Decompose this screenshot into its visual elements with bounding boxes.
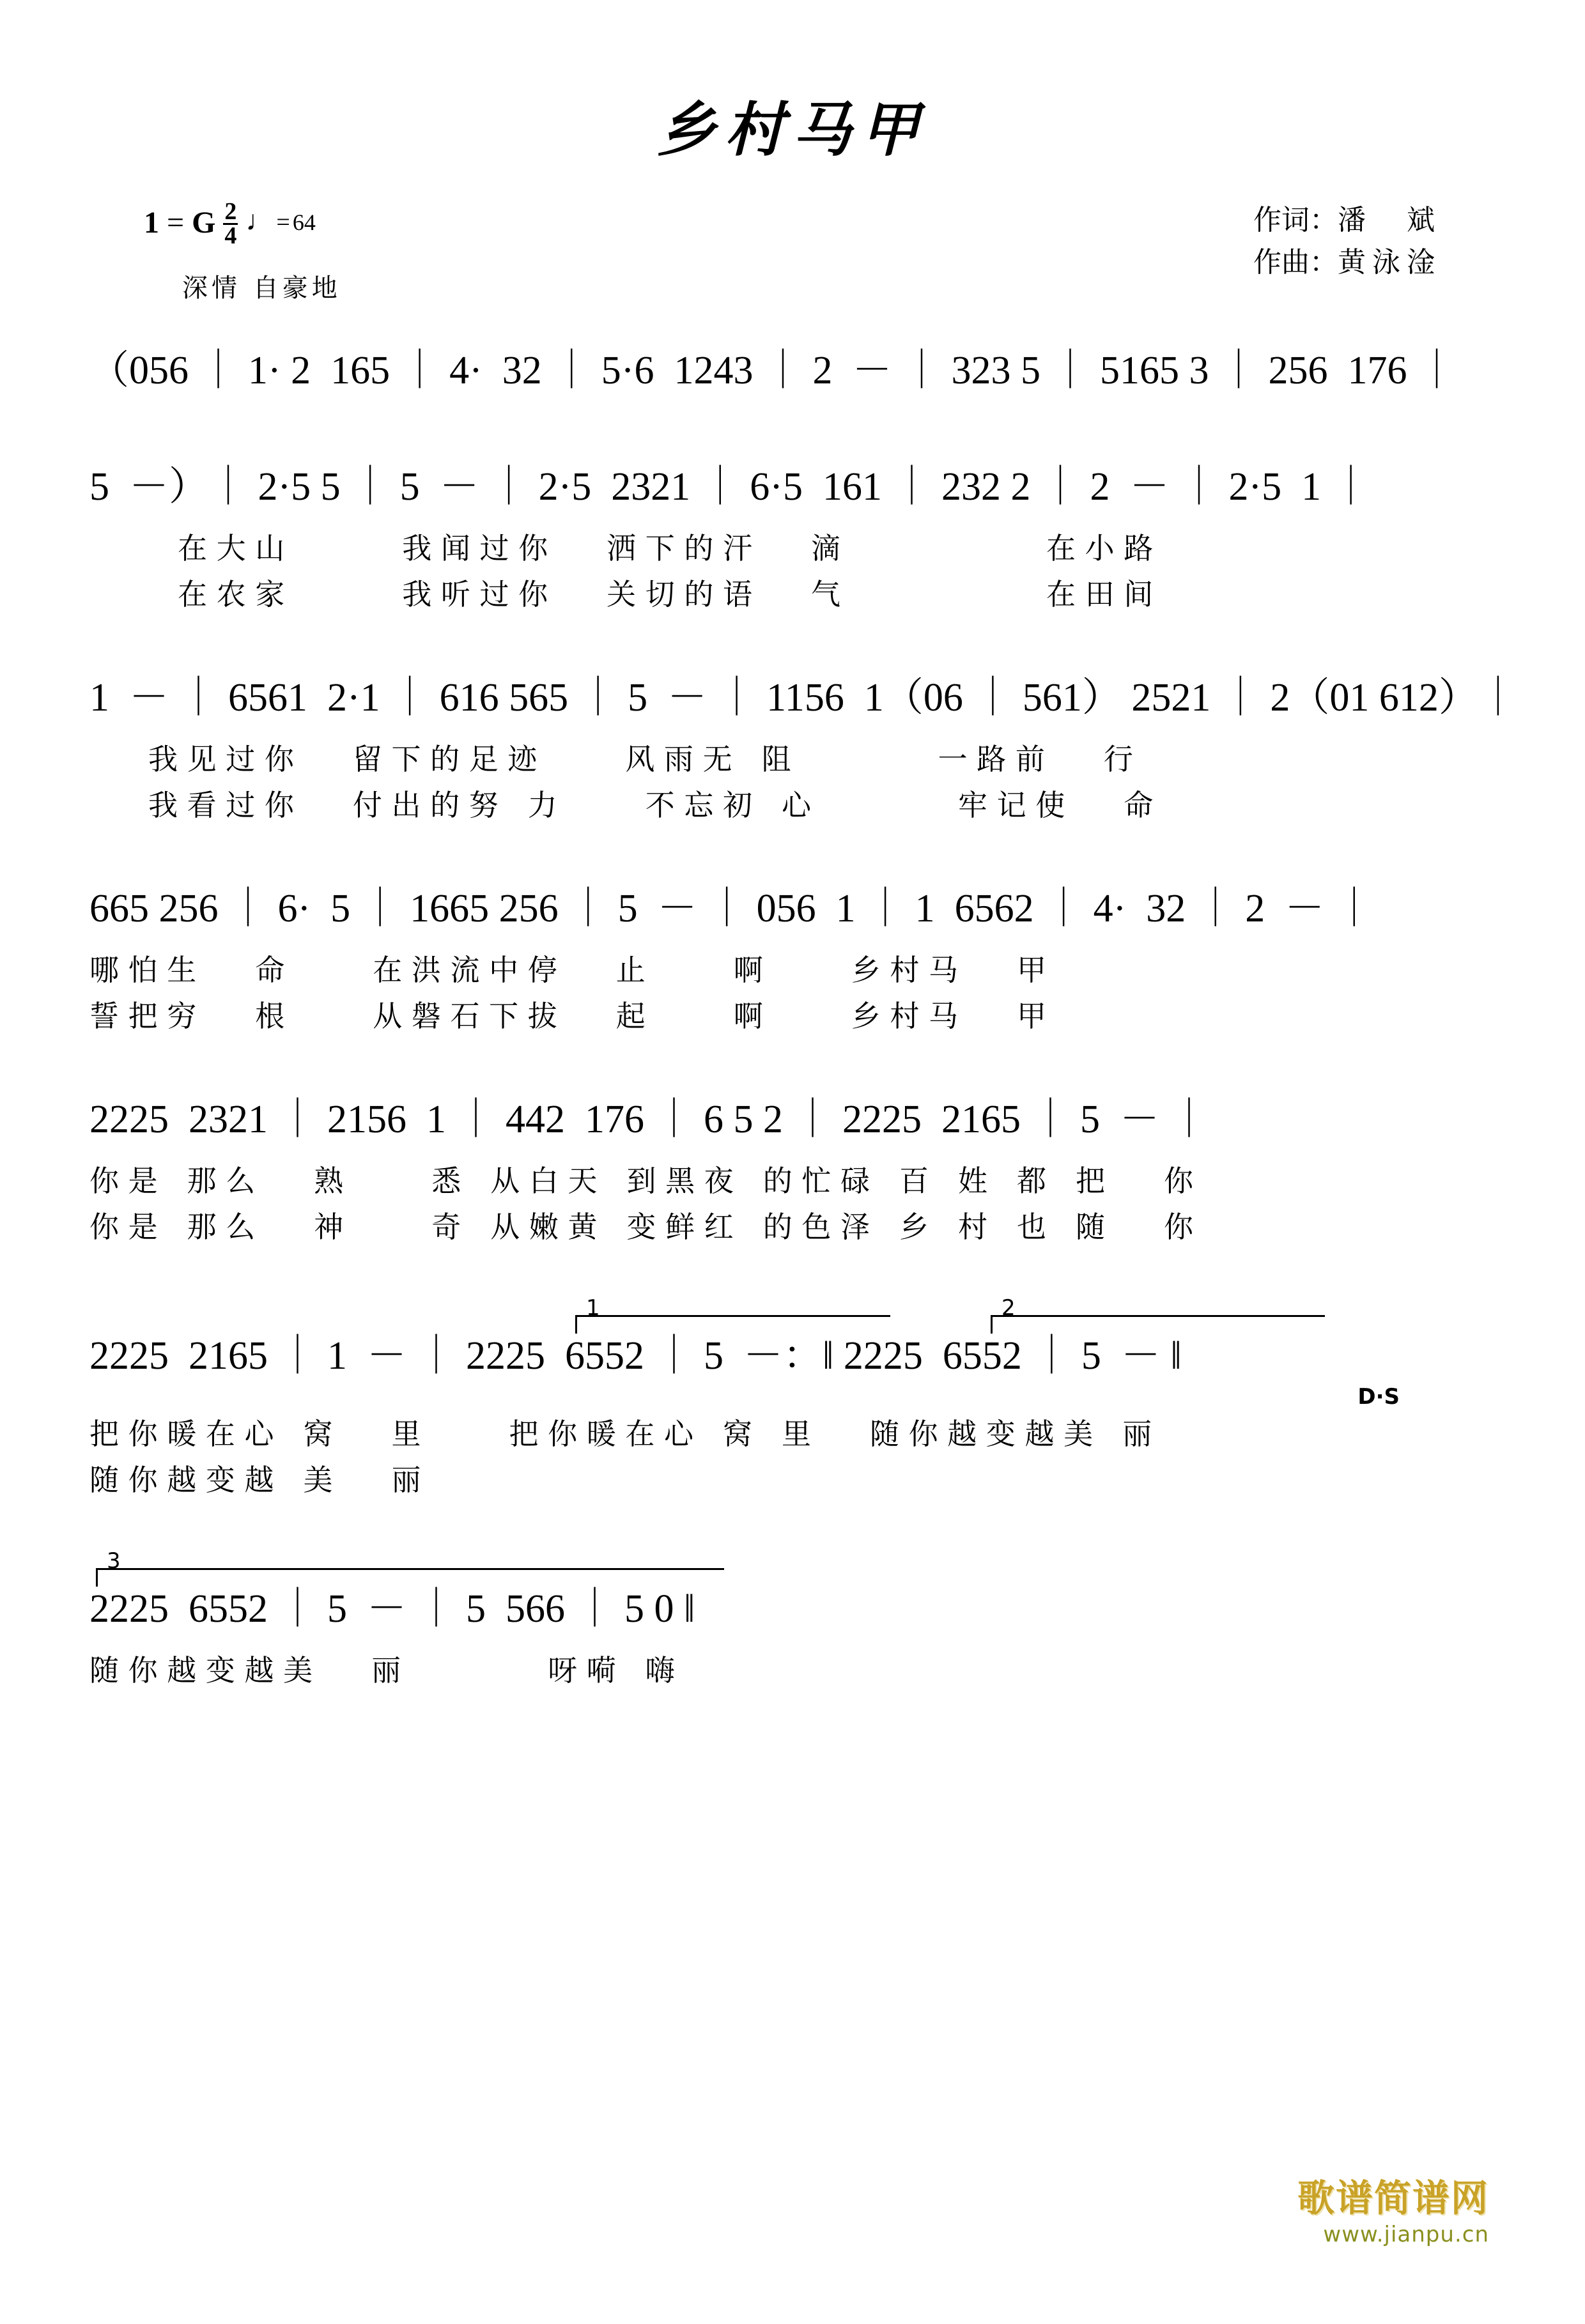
tempo-value: 64 xyxy=(292,210,316,236)
key-signature xyxy=(144,198,341,249)
watermark xyxy=(1297,2168,1489,2247)
meter-denominator: 4 xyxy=(224,222,237,249)
lyricist-label: 作词： xyxy=(1253,204,1338,236)
lyric-line-verse1: 把 你 暖 在 心 窝 里 把 你 暖 在 心 窝 里 随 你 越 变 越 美 丽 xyxy=(89,1417,1152,1451)
lyric-line-verse2: 你 是 那 么 神 奇 从 嫩 黄 变 鲜 红 的 色 泽 乡 村 也 随 你 xyxy=(89,1210,1193,1244)
music-system xyxy=(89,1095,1496,1251)
time-signature xyxy=(223,198,238,249)
lyrics-block xyxy=(89,1159,1496,1251)
ending-label-3: 3 xyxy=(107,1548,121,1574)
score-header xyxy=(0,193,1585,308)
ending-brackets xyxy=(89,1295,1496,1332)
lyrics-block xyxy=(89,737,1496,829)
composer-line xyxy=(1253,242,1441,284)
notation-line: 1 － ｜ 6561 2·1 ｜ 616 565 ｜ 5 － ｜ 1156 1（06 ｜ 561） 2521 ｜ 2（01 612）｜ xyxy=(89,676,1518,720)
lyric-line-verse2: 誓 把 穷 根 从 磐 石 下 拔 起 啊 乡 村 马 甲 xyxy=(89,999,1046,1033)
page-title: 乡村马甲 xyxy=(656,96,928,164)
ending-bracket-1 xyxy=(575,1295,890,1334)
lyric-line-verse1: 在 大 山 我 闻 过 你 洒 下 的 汗 滴 在 小 路 xyxy=(89,531,1154,566)
tempo-marking xyxy=(245,205,316,237)
meter-numerator: 2 xyxy=(224,198,237,225)
equals-sign: = xyxy=(167,205,185,240)
notation-line: （056 ｜ 1· 2 165 ｜ 4· 32 ｜ 5·6 1243 ｜ 2 － ｜ 323 5 ｜ 5165 3 ｜ 256 176 ｜ xyxy=(89,349,1457,392)
system-spacer xyxy=(89,1050,1496,1095)
lyrics-block xyxy=(89,1649,1496,1695)
sheet-music-page xyxy=(0,83,1585,2324)
watermark-url: www.jianpu.cn xyxy=(1323,2222,1489,2247)
ending-label-1: 1 xyxy=(586,1295,600,1321)
composer-name: 黄泳淦 xyxy=(1338,246,1441,279)
music-system xyxy=(89,884,1496,1040)
lyrics-block xyxy=(89,527,1496,619)
notation-line: 2225 2321 ｜ 2156 1 ｜ 442 176 ｜ 6 5 2 ｜ 2225 2165 ｜ 5 － ｜ xyxy=(89,1098,1209,1141)
notation-line: 2225 6552 ｜ 5 － ｜ 5 566 ｜ 5 0 ‖ xyxy=(89,1587,695,1631)
notation-line: 5 －）｜ 2·5 5 ｜ 5 － ｜ 2·5 2321 ｜ 6·5 161 ｜ 232 2 ｜ 2 － ｜ 2·5 1 ｜ xyxy=(89,465,1371,509)
system-spacer xyxy=(89,840,1496,884)
do-label: 1 xyxy=(144,205,159,240)
key-tempo-block xyxy=(144,199,341,304)
credits xyxy=(1253,199,1441,284)
lyric-line-verse1: 你 是 那 么 熟 悉 从 白 天 到 黑 夜 的 忙 碌 百 姓 都 把 你 xyxy=(89,1164,1193,1198)
ds-marking: D·S xyxy=(1357,1384,1400,1410)
music-system xyxy=(89,673,1518,829)
notation-line: 2225 2165 ｜ 1 － ｜ 2225 6552 ｜ 5 －：‖ 2225 6552 ｜ 5 － ‖ xyxy=(89,1334,1182,1378)
system-spacer xyxy=(89,418,1496,463)
quarter-note-icon: ♩ xyxy=(245,205,274,237)
notation-line: 665 256 ｜ 6· 5 ｜ 1665 256 ｜ 5 － ｜ 056 1 ｜ 1 6562 ｜ 4· 32 ｜ 2 － ｜ xyxy=(89,887,1374,930)
lyric-line-verse1: 随 你 越 变 越 美 丽 呀 嗬 嗨 xyxy=(89,1653,675,1688)
ending-bracket-2 xyxy=(991,1295,1325,1334)
system-spacer xyxy=(89,629,1496,673)
music-system xyxy=(89,1548,1496,1695)
ending-brackets xyxy=(89,1548,1496,1585)
lyric-line-verse1: 哪 怕 生 命 在 洪 流 中 停 止 啊 乡 村 马 甲 xyxy=(89,953,1046,987)
system-spacer xyxy=(89,1514,1496,1559)
key-note: G xyxy=(192,205,216,240)
lyricist-line xyxy=(1253,199,1441,242)
music-system xyxy=(89,1295,1496,1504)
watermark-site-name: 歌谱简谱网 xyxy=(1297,2176,1489,2220)
lyrics-block xyxy=(89,948,1496,1040)
lyric-line-verse2: 我 看 过 你 付 出 的 努 力 不 忘 初 心 牢 记 使 命 xyxy=(89,788,1154,822)
expression-mark: 深情 自豪地 xyxy=(182,273,341,303)
composer-label: 作曲： xyxy=(1253,246,1338,279)
lyric-line-verse2: 随 你 越 变 越 美 丽 xyxy=(89,1463,421,1497)
lyrics-block xyxy=(89,1412,1496,1504)
lyric-line-verse2: 在 农 家 我 听 过 你 关 切 的 语 气 在 田 间 xyxy=(89,577,1154,612)
music-system xyxy=(89,346,1496,408)
lyricist-name: 潘 斌 xyxy=(1338,204,1441,236)
lyric-line-verse1: 我 见 过 你 留 下 的 足 迹 风 雨 无 阻 一 路 前 行 xyxy=(89,742,1133,776)
ending-bracket-3 xyxy=(96,1548,724,1587)
music-system xyxy=(89,463,1496,619)
tempo-equals: = xyxy=(276,209,290,236)
system-spacer xyxy=(89,1261,1496,1306)
score-body xyxy=(0,346,1585,1695)
ending-label-2: 2 xyxy=(1001,1295,1016,1321)
